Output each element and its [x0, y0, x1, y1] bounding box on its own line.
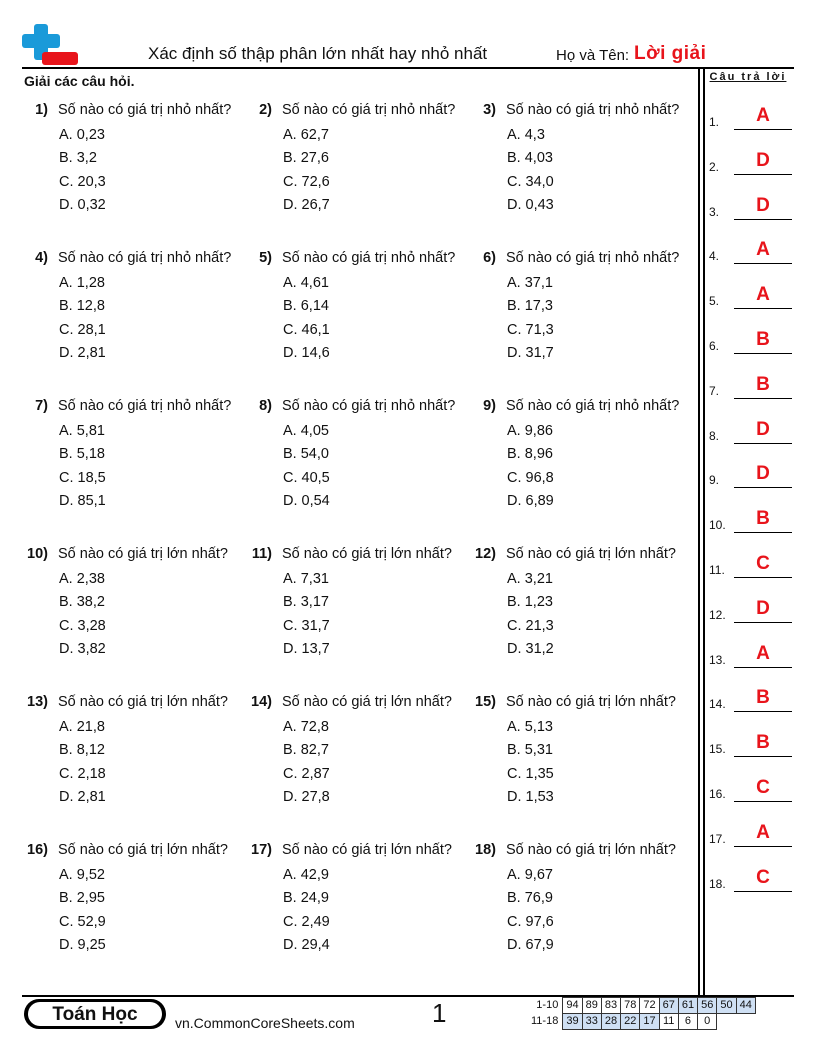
answer-option: D. 26,7 [283, 196, 330, 213]
question-number: 18) [475, 842, 496, 858]
answer-value: D [756, 149, 770, 171]
answer-option: A. 4,3 [507, 127, 545, 143]
question-number: 11) [251, 546, 272, 562]
score-cell: 67 [659, 998, 678, 1014]
answer-option: B. 38,2 [59, 594, 105, 611]
answer-line [734, 398, 792, 399]
answer-value: D [756, 418, 770, 440]
answer-option: D. 0,54 [283, 492, 330, 509]
answer-line [734, 443, 792, 444]
answer-option: D. 0,32 [59, 196, 106, 213]
score-row-label: 11-18 [531, 1015, 559, 1027]
answer-option: C. 31,7 [283, 617, 330, 634]
answer-row [708, 285, 792, 309]
answer-line [734, 801, 792, 802]
answer-row [708, 644, 792, 668]
header-divider [22, 67, 794, 69]
answer-value: A [756, 105, 770, 126]
answer-row [708, 330, 792, 354]
answer-number: 1. [709, 115, 720, 129]
question-number: 10) [27, 546, 48, 562]
score-cell: 56 [698, 998, 717, 1014]
answer-row [708, 509, 792, 533]
answer-option: D. 2,81 [59, 344, 106, 361]
answer-option: A. 21,8 [59, 719, 105, 735]
answer-line [734, 846, 792, 847]
answer-option: D. 2,81 [59, 788, 106, 805]
answer-option: B. 4,03 [507, 150, 553, 167]
question-text: Số nào có giá trị nhỏ nhất? [506, 398, 680, 414]
answer-option: A. 7,31 [283, 571, 329, 587]
answer-line [734, 756, 792, 757]
answer-option: D. 3,82 [59, 640, 106, 657]
question-number: 15) [475, 694, 496, 710]
answer-number: 7. [709, 383, 720, 398]
answer-value: A [756, 284, 770, 306]
answer-option: A. 62,7 [283, 127, 329, 143]
answer-option: D. 13,7 [283, 640, 330, 657]
score-cell: 6 [678, 1014, 697, 1030]
answer-option: C. 97,6 [507, 913, 554, 930]
answer-number: 14. [709, 697, 726, 712]
answer-option: B. 8,12 [59, 742, 105, 759]
question-text: Số nào có giá trị lớn nhất? [506, 842, 676, 858]
answer-option: B. 3,2 [59, 150, 97, 167]
question-number: 3) [483, 102, 496, 118]
answer-option: C. 28,1 [59, 321, 106, 338]
score-cell: 44 [736, 998, 755, 1014]
question-number: 8) [259, 398, 272, 414]
answer-number: 16. [709, 787, 726, 801]
answer-line [734, 263, 792, 264]
answer-option: D. 14,6 [283, 344, 330, 361]
answer-row [708, 106, 792, 130]
question-number: 1) [35, 102, 48, 118]
answer-option: B. 12,8 [59, 298, 105, 315]
question-number: 9) [483, 398, 496, 414]
answer-option: B. 54,0 [283, 446, 329, 463]
name-value: Lời giải [634, 43, 707, 64]
answer-option: D. 1,53 [507, 788, 554, 805]
score-cell: 72 [640, 998, 659, 1014]
answer-option: A. 9,67 [507, 867, 553, 883]
score-cell: 33 [582, 1014, 601, 1030]
answer-row [708, 554, 792, 578]
score-cell: 11 [659, 1014, 678, 1030]
answer-value: C [756, 777, 770, 798]
answer-option: D. 27,8 [283, 788, 330, 805]
answer-option: C. 46,1 [283, 321, 330, 338]
score-cell: 0 [698, 1014, 717, 1030]
answer-row [708, 778, 792, 802]
answer-option: B. 76,9 [507, 890, 553, 907]
answer-line [734, 667, 792, 668]
answer-option: C. 20,3 [59, 173, 106, 190]
question-text: Số nào có giá trị nhỏ nhất? [282, 250, 456, 266]
answer-value: B [756, 329, 770, 350]
answer-option: C. 34,0 [507, 173, 554, 190]
worksheet-title: Xác định số thập phân lớn nhất hay nhỏ nhất [148, 44, 488, 63]
question-number: 5) [259, 250, 272, 266]
answer-option: D. 31,2 [507, 640, 554, 657]
answer-value: A [756, 821, 770, 843]
answer-row [708, 599, 792, 623]
score-cell: 22 [621, 1014, 640, 1030]
answer-number: 12. [709, 607, 726, 622]
answer-option: D. 67,9 [507, 936, 554, 953]
answer-option: A. 3,21 [507, 571, 553, 587]
answer-option: A. 37,1 [507, 275, 553, 291]
answer-value: D [756, 597, 770, 619]
page-number: 1 [432, 998, 447, 1028]
answer-column-border [698, 67, 700, 995]
answer-option: C. 21,3 [507, 617, 554, 634]
answer-number: 17. [709, 831, 726, 846]
answer-option: C. 2,18 [59, 765, 106, 782]
answer-value: B [756, 373, 770, 395]
answer-option: D. 29,4 [283, 936, 330, 953]
answer-option: A. 0,23 [59, 127, 105, 143]
answer-option: C. 3,28 [59, 617, 106, 634]
answer-number: 9. [709, 473, 720, 488]
answer-option: D. 85,1 [59, 492, 106, 509]
score-cell: 17 [640, 1014, 659, 1030]
answer-option: A. 5,81 [59, 423, 105, 439]
answer-row [708, 868, 792, 892]
answer-row [708, 464, 792, 488]
question-number: 12) [475, 546, 496, 562]
answer-option: D. 6,89 [507, 492, 554, 509]
answer-row [708, 196, 792, 220]
answer-option: C. 71,3 [507, 321, 554, 338]
answer-option: A. 9,52 [59, 867, 105, 883]
score-cell: 83 [601, 998, 620, 1014]
answer-option: C. 2,87 [283, 765, 330, 782]
score-row-label: 1-10 [536, 999, 559, 1011]
question-text: Số nào có giá trị nhỏ nhất? [282, 102, 456, 118]
answer-option: A. 4,05 [283, 423, 329, 439]
answer-row [708, 733, 792, 757]
plus-minus-logo-icon [22, 24, 80, 70]
question-text: Số nào có giá trị lớn nhất? [282, 546, 452, 562]
answer-option: C. 40,5 [283, 469, 330, 486]
answer-line [734, 353, 792, 354]
answer-line [734, 219, 792, 220]
question-number: 13) [27, 694, 48, 710]
answer-line [734, 174, 792, 175]
question-text: Số nào có giá trị nhỏ nhất? [282, 398, 456, 414]
score-cell: 50 [717, 998, 736, 1014]
answer-option: B. 24,9 [283, 890, 329, 907]
answer-number: 18. [709, 876, 726, 891]
answer-row [708, 240, 792, 264]
score-cell: 78 [621, 998, 640, 1014]
answer-line [734, 577, 792, 578]
score-row [528, 998, 755, 1014]
answer-value: D [756, 463, 770, 485]
question-text: Số nào có giá trị nhỏ nhất? [506, 250, 680, 266]
score-cell: 61 [678, 998, 697, 1014]
answer-number: 10. [709, 518, 726, 533]
answers-heading: Câu trả lời [709, 71, 787, 83]
answer-column-border [703, 67, 705, 995]
question-text: Số nào có giá trị lớn nhất? [282, 694, 452, 710]
answer-row [708, 151, 792, 175]
answer-value: B [756, 508, 770, 530]
answer-row [708, 688, 792, 712]
answer-option: A. 9,86 [507, 423, 553, 439]
brand-label: Toán Học [28, 1002, 162, 1026]
answer-row [708, 823, 792, 847]
answer-number: 15. [709, 742, 726, 757]
question-number: 14) [251, 694, 272, 710]
answer-option: A. 5,13 [507, 719, 553, 735]
question-text: Số nào có giá trị lớn nhất? [506, 694, 676, 710]
answer-option: B. 27,6 [283, 150, 329, 167]
score-cell: 28 [601, 1014, 620, 1030]
question-text: Số nào có giá trị lớn nhất? [58, 546, 228, 562]
score-cell: 89 [582, 998, 601, 1014]
answer-option: A. 72,8 [283, 719, 329, 735]
answer-option: C. 2,49 [283, 913, 330, 930]
answer-number: 8. [709, 428, 720, 443]
question-number: 2) [259, 102, 272, 118]
answer-value: C [756, 866, 770, 888]
answer-number: 11. [709, 563, 725, 577]
score-cell: 94 [563, 998, 582, 1014]
answer-option: B. 6,14 [283, 298, 329, 315]
question-text: Số nào có giá trị lớn nhất? [506, 546, 676, 562]
question-number: 17) [251, 842, 272, 858]
answer-line [734, 308, 792, 309]
answer-option: B. 5,31 [507, 742, 553, 759]
answer-value: A [756, 239, 770, 261]
site-url: vn.CommonCoreSheets.com [175, 1015, 355, 1031]
answer-option: B. 2,95 [59, 890, 105, 907]
answer-line [734, 532, 792, 533]
answer-number: 2. [709, 159, 720, 174]
question-text: Số nào có giá trị nhỏ nhất? [58, 102, 232, 118]
question-text: Số nào có giá trị lớn nhất? [58, 842, 228, 858]
answer-option: C. 52,9 [59, 913, 106, 930]
answer-option: A. 1,28 [59, 275, 105, 291]
question-text: Số nào có giá trị nhỏ nhất? [58, 398, 232, 414]
answer-option: D. 0,43 [507, 196, 554, 213]
answer-row [708, 420, 792, 444]
answer-option: B. 82,7 [283, 742, 329, 759]
score-row [528, 1014, 755, 1030]
answer-option: B. 5,18 [59, 446, 105, 463]
question-number: 4) [35, 250, 48, 266]
answer-option: A. 4,61 [283, 275, 329, 291]
answer-value: C [756, 553, 770, 574]
answer-option: B. 17,3 [507, 298, 553, 315]
answer-line [734, 129, 792, 130]
answer-option: B. 8,96 [507, 446, 553, 463]
answer-value: B [756, 687, 770, 709]
answer-line [734, 711, 792, 712]
answer-line [734, 487, 792, 488]
answer-number: 6. [709, 339, 720, 353]
answer-option: B. 3,17 [283, 594, 329, 611]
answer-number: 3. [709, 204, 720, 219]
question-number: 6) [483, 250, 496, 266]
question-number: 16) [27, 842, 48, 858]
brand-badge [24, 999, 166, 1029]
answer-option: C. 72,6 [283, 173, 330, 190]
answer-option: D. 31,7 [507, 344, 554, 361]
score-cell: 39 [563, 1014, 582, 1030]
answer-option: A. 2,38 [59, 571, 105, 587]
question-text: Số nào có giá trị lớn nhất? [282, 842, 452, 858]
name-label: Họ và Tên: [556, 47, 630, 64]
answer-value: A [756, 642, 770, 664]
answer-option: C. 1,35 [507, 765, 554, 782]
answer-line [734, 891, 792, 892]
answer-line [734, 622, 792, 623]
answer-number: 5. [709, 294, 720, 309]
answer-number: 13. [709, 652, 726, 667]
answer-option: B. 1,23 [507, 594, 553, 611]
answer-option: D. 9,25 [59, 936, 106, 953]
answer-value: B [756, 732, 770, 754]
instructions: Giải các câu hỏi. [24, 73, 135, 89]
question-text: Số nào có giá trị nhỏ nhất? [58, 250, 232, 266]
answer-option: C. 96,8 [507, 469, 554, 486]
question-text: Số nào có giá trị nhỏ nhất? [506, 102, 680, 118]
answer-row [708, 375, 792, 399]
answer-option: C. 18,5 [59, 469, 106, 486]
question-number: 7) [35, 398, 48, 414]
answer-value: D [756, 194, 770, 216]
question-text: Số nào có giá trị lớn nhất? [58, 694, 228, 710]
answer-option: A. 42,9 [283, 867, 329, 883]
answer-number: 4. [709, 249, 720, 264]
score-table [528, 997, 756, 1030]
